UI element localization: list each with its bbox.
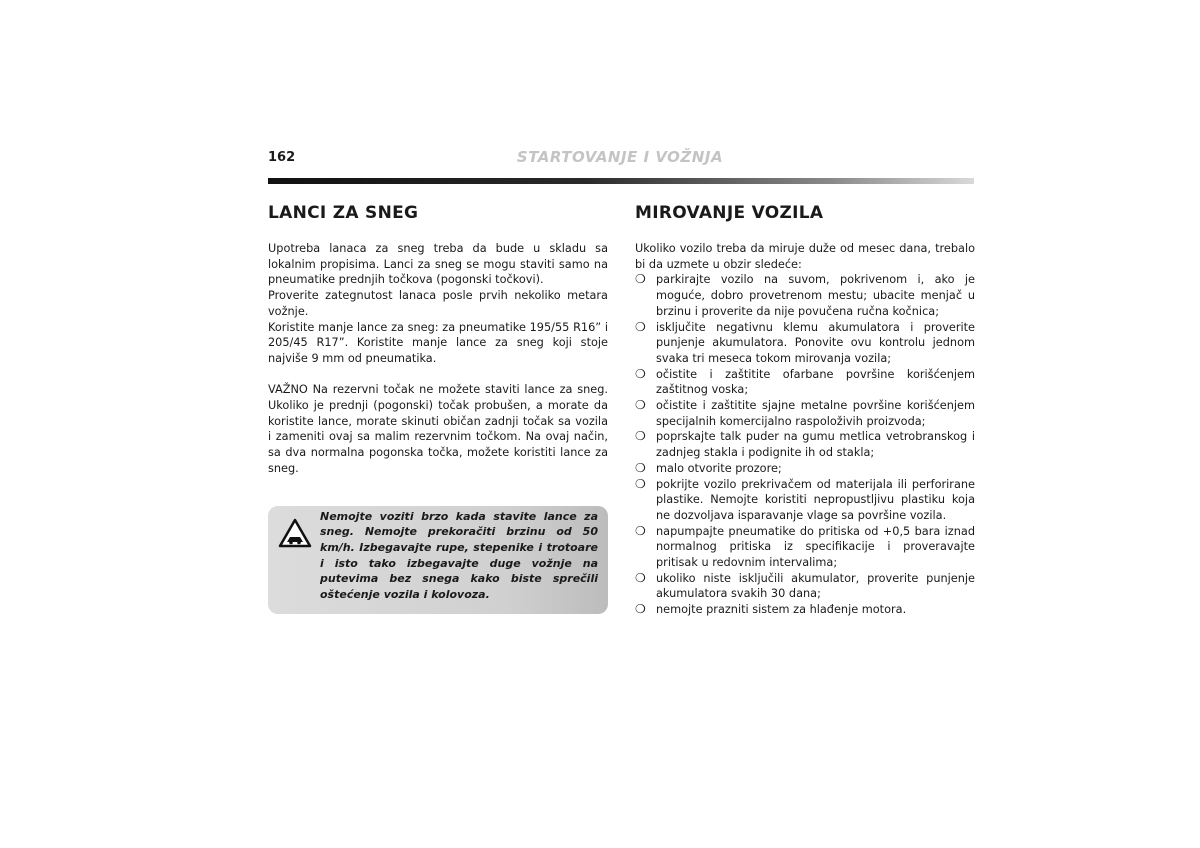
intro-paragraph: Ukoliko vozilo treba da miruje duže od mesec dana, trebalo bi da uzmete u obzir sledeće:	[635, 242, 975, 271]
list-item: ❍ nemojte prazniti sistem za hlađenje motora.	[635, 602, 907, 617]
page-number: 162	[268, 150, 296, 165]
warning-triangle-icon	[278, 518, 312, 548]
paragraph: Proverite zategnutost lanaca posle prvih nekoliko metara vožnje.	[268, 289, 608, 318]
header-rule	[268, 178, 974, 184]
circle-bullet-icon: ❍	[635, 570, 646, 585]
vehicle-storage-section	[635, 203, 975, 618]
section-heading-vehicle-storage: MIROVANJE VOZILA	[635, 203, 824, 223]
circle-bullet-icon: ❍	[635, 272, 646, 287]
circle-bullet-icon: ❍	[635, 523, 646, 538]
warning-box	[268, 506, 608, 614]
circle-bullet-icon: ❍	[635, 476, 646, 491]
chapter-title: STARTOVANJE I VOŽNJA	[516, 148, 724, 166]
section-heading-snow-chains: LANCI ZA SNEG	[268, 203, 419, 223]
circle-bullet-icon: ❍	[635, 429, 646, 444]
list-item: ❍ poprskajte talk puder na gumu metlica vetrobranskog i zadnjeg stakla i podignite ih od stakla;	[635, 429, 975, 460]
circle-bullet-icon: ❍	[635, 602, 646, 617]
circle-bullet-icon: ❍	[635, 398, 646, 413]
paragraph-important: VAŽNO Na rezervni točak ne možete staviti lance za sneg. Ukoliko je prednji (pogonski) točak probušen, a morate da koristite lance, morate skinuti običan zadnji točak sa vozila i zameniti ovaj sa malim rezervnim točkom. Na ovaj način, sa dva normalna pogonska točka, možete koristiti lance za sneg.	[268, 383, 608, 475]
warning-text: Nemojte voziti brzo kada stavite lance za sneg. Nemojte prekoračiti brzinu od 50 km/h. Izbegavajte rupe, stepenike i trotoare i isto tako izbegavajte duge vožnje na putevima bez snega kako biste sprečili oštećenje vozila i kolovoza.	[320, 509, 598, 602]
list-item: ❍ isključite negativnu klemu akumulatora i proverite punjenje akumulatora. Ponovite ovu kontrolu jednom svaka tri meseca tokom mirovanja vozila;	[635, 319, 975, 365]
circle-bullet-icon: ❍	[635, 366, 646, 381]
storage-checklist	[635, 272, 975, 617]
circle-bullet-icon: ❍	[635, 319, 646, 334]
snow-chains-section	[268, 203, 608, 614]
list-item: ❍ napumpajte pneumatike do pritiska od +0,5 bara iznad normalnog pritiska iz specifikacije i proveravajte pritisak u redovnim intervalima;	[635, 523, 975, 570]
paragraph: Upotreba lanaca za sneg treba da bude u skladu sa lokalnim propisima. Lanci za sneg se mogu staviti samo na pneumatike prednjih točkova (pogonski točkovi).	[268, 242, 608, 287]
paragraph: Koristite manje lance za sneg: za pneumatike 195/55 R16” i 205/45 R17”. Koristite manje lance za sneg koji stoje najviše 9 mm od pneumatika.	[268, 320, 608, 365]
circle-bullet-icon: ❍	[635, 460, 646, 475]
list-item: ❍ malo otvorite prozore;	[635, 460, 782, 475]
list-item: ❍ ukoliko niste isključili akumulator, proverite punjenje akumulatora svakih 30 dana;	[635, 570, 975, 601]
list-item: ❍ očistite i zaštitite ofarbane površine korišćenjem zaštitnog voska;	[635, 366, 975, 397]
list-item: ❍ parkirajte vozilo na suvom, pokrivenom i, ako je moguće, dobro provetrenom mestu; ubacite menjač u brzinu i proverite da nije povučena ručna kočnica;	[635, 272, 975, 318]
list-item: ❍ očistite i zaštitite sjajne metalne površine korišćenjem specijalnih komercijalno raspoloživih proizvoda;	[635, 398, 975, 428]
list-item: ❍ pokrijte vozilo prekrivačem od materijala ili perforirane plastike. Nemojte koristiti nepropustljivu plastiku koja ne dozvoljava isparavanje vlage sa površine vozila.	[635, 476, 975, 522]
